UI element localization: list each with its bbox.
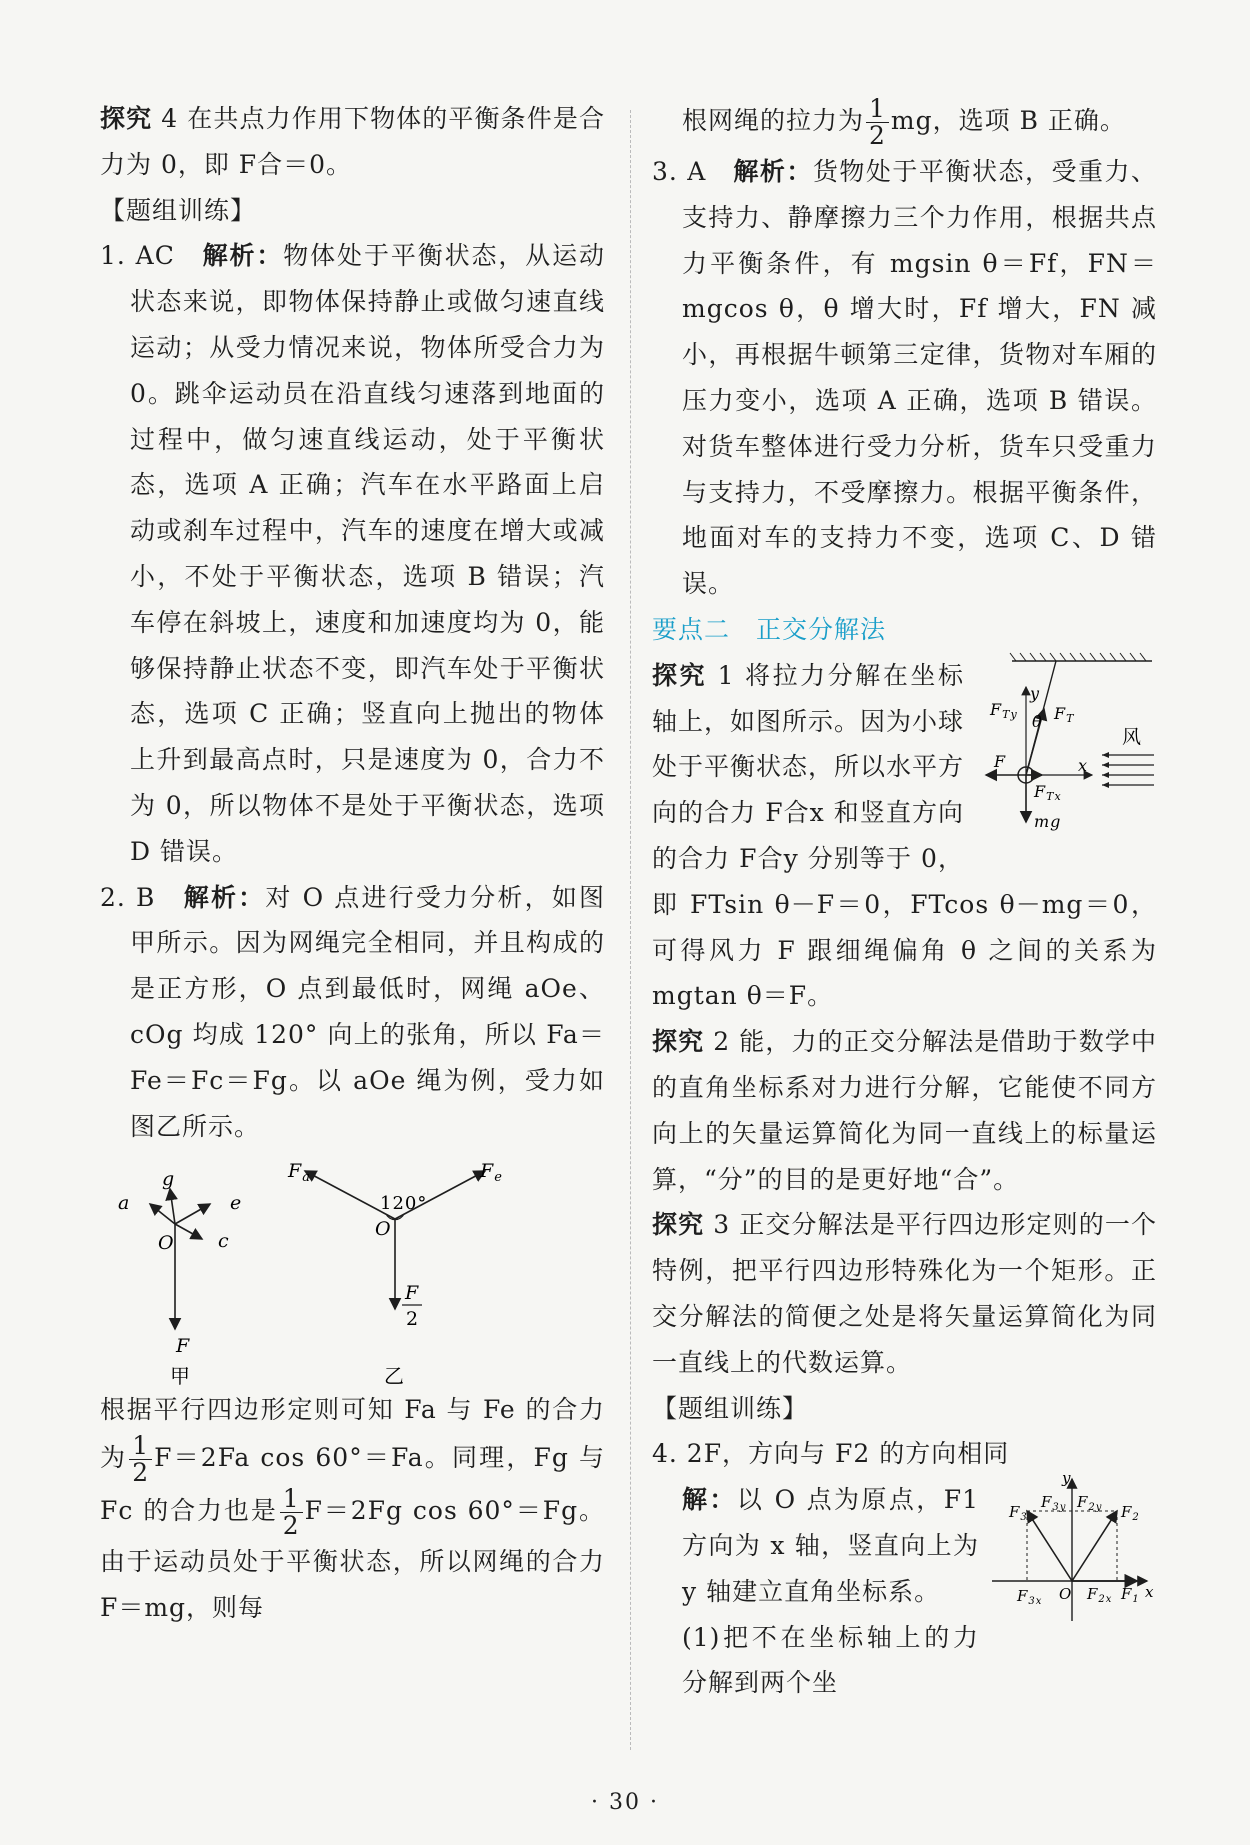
tanjiu-2-text: 2 能，力的正交分解法是借助于数学中的直角坐标系对力进行分解，它能使不同方向上的矢量运算简化为同一直线上的标量运算，“分”的目的是更好地“合”。: [652, 1027, 1157, 1194]
jia-caption: 甲: [170, 1364, 191, 1389]
yi-caption: 乙: [384, 1364, 405, 1389]
jia-label-o: O: [158, 1232, 175, 1255]
answer-2-end: 根网绳的拉力为 $\frac{1}{2}$ mg，选项 B 正确。: [682, 94, 1126, 150]
yi-label-fe: $F_e$: [480, 1160, 503, 1186]
answer-3: [652, 149, 1157, 607]
yi-label-two: 2: [406, 1308, 420, 1331]
answer-4-body-text: 以 O 点为原点，F1 方向为 x 轴，竖直向上为 y 轴建立直角坐标系。: [682, 1485, 979, 1606]
jia-label-a: a: [118, 1192, 131, 1215]
tanjiu-4-paragraph: [100, 96, 605, 188]
jia-label-e: e: [230, 1192, 243, 1215]
yi-label-o: O: [375, 1218, 392, 1241]
axes-label-f1: $F_1$: [1121, 1585, 1140, 1606]
answer-2-number: 2. B: [100, 882, 156, 912]
axes-label-f3: $F_3$: [1009, 1503, 1028, 1524]
fraction-half-3: $\frac{1}{2}$: [866, 96, 889, 149]
right-column: [652, 96, 1157, 1706]
axes-label-f2: $F_2$: [1121, 1503, 1140, 1524]
tanjiu-1-head: 探究: [652, 660, 708, 690]
wind-label-y: y: [1030, 683, 1041, 703]
column-divider: [630, 110, 631, 1750]
answer-2-text-c: F＝2Fa cos 60°＝Fa。同理，Fg 与 Fc 的合力也是: [100, 1443, 605, 1526]
answer-1-label: 解析：: [202, 241, 284, 271]
wind-label-theta: θ: [1032, 711, 1043, 731]
tanjiu-3-text: 3 正交分解法是平行四边形定则的一个特例，把平行四边形特殊化为一个矩形。正交分解法的简便之处是将矢量运算简化为同一直线上的代数运算。: [652, 1210, 1157, 1377]
fraction-half-1: $\frac{1}{2}$: [129, 1433, 152, 1486]
answer-4-step-1: (1)把不在坐标轴上的力分解到两个坐: [682, 1622, 979, 1698]
wind-force-figure: [972, 647, 1157, 847]
answer-2-label: 解析：: [183, 882, 266, 912]
jia-label-f: F: [176, 1335, 191, 1358]
answer-2: [100, 875, 605, 1150]
tanjiu-3-head: 探究: [652, 1210, 705, 1240]
axes-label-f3x: $F_{3x}$: [1017, 1587, 1043, 1608]
answer-3-label: 解析：: [733, 157, 813, 186]
answer-1: [100, 233, 605, 874]
answer-4-solution: [652, 1471, 1157, 1706]
tanjiu-4-text: 4 在共点力作用下物体的平衡条件是合力为 0，即 F合＝0。: [100, 104, 605, 179]
page-number: · 30 ·: [591, 1790, 659, 1815]
answer-2-continued: [100, 1387, 605, 1630]
tanjiu-2-paragraph: [652, 1019, 1157, 1202]
yi-label-f: F: [405, 1282, 420, 1305]
axes-label-f2x: $F_{2x}$: [1087, 1585, 1113, 1606]
tanjiu-4-head: 探究: [100, 104, 153, 133]
wind-label-ft: FT: [1054, 703, 1075, 725]
section-title: 要点二 正交分解法: [652, 614, 887, 644]
axes-label-f2y: $F_{2y}$: [1077, 1493, 1103, 1514]
yi-label-fa: $F_a$: [288, 1160, 311, 1186]
axes-label-x: x: [1145, 1583, 1155, 1602]
tanjiu-1-text-a: 1 将拉力分解在坐标轴上，如图所示。因为小球处于平衡状态，所以水平方向的合力 F合x 和竖直方向的合力 F合y 分: [652, 660, 965, 873]
tizu-heading: 【题组训练】: [100, 195, 257, 225]
answer-3-text: 货物处于平衡状态，受重力、支持力、静摩擦力三个力作用，根据共点力平衡条件，有 mgsin θ＝Ff，FN＝mgcos θ，θ 增大时，Ff 增大，FN 减小，再根据牛顿第三定律，货物对车厢的压力变小，选项 A 正确，选项 B 错误。对货车整体进行受力分析，货车只受重力与支持力，不受摩擦力。根据平衡条件，地面对车的支持力不变，选项 C、D 错误。: [682, 157, 1157, 599]
jia-label-c: c: [218, 1230, 230, 1253]
figure-yi: [287, 1160, 503, 1388]
tizu-heading-right: 【题组训练】: [652, 1393, 809, 1423]
axes-label-f3y: $F_{3y}$: [1041, 1493, 1067, 1514]
wind-label-mg: mg: [1034, 811, 1062, 831]
answer-2-text-d: F＝2Fg cos 60°＝Fg。由于运动员处于平衡状态，所以网绳的合力 F＝mg，则每: [100, 1496, 605, 1622]
left-column: [100, 96, 605, 1631]
wind-label-wind: 风: [1122, 725, 1143, 748]
axes-label-y: y: [1062, 1471, 1072, 1488]
tanjiu-1-text-b: 别等于 0，即 FTsin θ－F＝0，FTcos θ－mg＝0，可得风力 F 跟细绳偏角 θ 之间的关系为 mgtan θ＝F。: [652, 843, 1157, 1011]
wind-label-x: x: [1078, 755, 1089, 775]
answer-1-number: 1. AC: [100, 241, 175, 271]
answer-4-label: 解：: [682, 1485, 737, 1515]
axes-label-o: O: [1059, 1585, 1073, 1604]
wind-label-fty: FTy: [990, 699, 1018, 721]
fraction-half-2: $\frac{1}{2}$: [280, 1486, 303, 1539]
figures-jia-yi: [100, 1159, 605, 1389]
tanjiu-1-block: [652, 653, 1157, 1019]
answer-1-text: 物体处于平衡状态，从运动状态来说，即物体保持静止或做匀速直线运动；从受力情况来说，物体所受合力为 0。跳伞运动员在沿直线匀速落到地面的过程中，做匀速直线运动，处于平衡状态，选项 A 正确；汽车在水平路面上启动或刹车过程中，汽车的速度在增大或减小，不处于平衡状态，选项 B 错误；汽车停在斜坡上，速度和加速度均为 0，能够保持静止状态不变，即汽车处于平衡状态，选项 C 正确；竖直向上抛出的物体上升到最高点时，只是速度为 0，合力不为 0，所以物体不是处于平衡状态，选项 D 错误。: [130, 241, 605, 866]
answer-4: 4. 2F，方向与 F2 的方向相同: [652, 1439, 1010, 1469]
yi-angle-label: 120°: [380, 1193, 428, 1215]
answer-2-text: 对 O 点进行受力分析，如图甲所示。因为网绳完全相同，并且构成的是正方形，O 点到最低时，网绳 aOe、cOg 均成 120° 向上的张角，所以 Fa＝Fe＝Fc＝Fg。以 aOe 绳为例，受力如图乙所示。: [130, 882, 606, 1141]
wind-label-f: F: [994, 751, 1007, 771]
tanjiu-2-head: 探究: [652, 1027, 705, 1057]
wind-label-ftx: FTx: [1034, 781, 1062, 803]
tanjiu-3-paragraph: [652, 1202, 1157, 1385]
figure-jia: [118, 1168, 242, 1388]
axes-force-figure: [987, 1471, 1157, 1631]
answer-3-number: 3. A: [652, 157, 707, 186]
jia-label-g: g: [162, 1168, 176, 1191]
answer-2-text-b: 根据平行四边形定则可知 Fa 与 Fe 的合力为: [100, 1395, 605, 1473]
